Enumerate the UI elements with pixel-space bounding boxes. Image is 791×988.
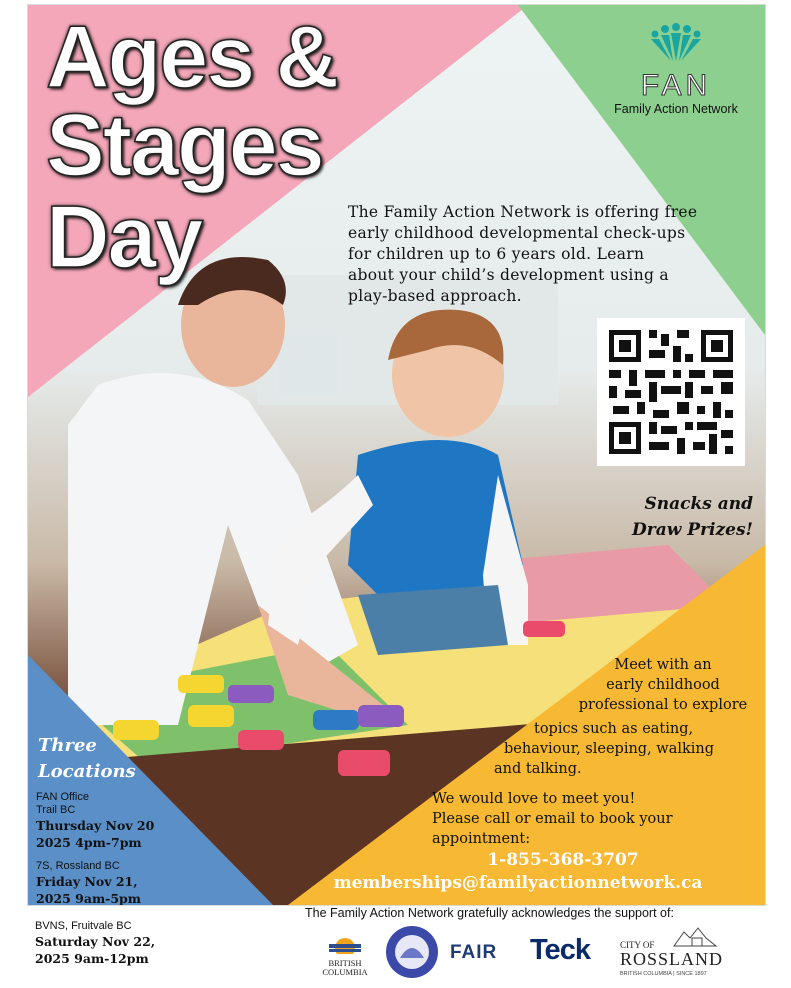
location-3-date: Saturday Nov 22, (35, 934, 156, 949)
intro-line: for children up to 6 years old. Learn (348, 245, 645, 263)
contact-line: appointment: (432, 831, 531, 847)
location-3-time: 2025 9am-12pm (35, 951, 149, 966)
fan-abbr: FAN (640, 69, 712, 102)
bc-line-2: COLUMBIA (322, 967, 368, 977)
intro-text (348, 202, 758, 307)
intro-line: about your child’s development using a (348, 266, 669, 284)
intro-line: The Family Action Network is offering free (348, 203, 698, 221)
location-2-date: Friday Nov 21, (36, 874, 138, 889)
meet-line: early childhood (606, 677, 720, 693)
meet-line: and talking. (494, 761, 582, 777)
fair-logo: FAIR (450, 942, 498, 963)
rossland-line-3: BRITISH COLUMBIA | SINCE 1897 (620, 971, 707, 977)
bc-line-1: BRITISH (328, 958, 362, 968)
location-2-place: 7S, Rossland BC (36, 860, 120, 872)
kfp-name (384, 924, 385, 925)
locations-heading-1: Three (38, 735, 97, 756)
location-1-place: FAN Office (36, 791, 89, 803)
meet-line: behaviour, sleeping, walking (504, 741, 715, 757)
bc-sun-icon (325, 930, 365, 954)
kfp-circle-icon (384, 924, 440, 980)
location-1-time: 2025 4pm-7pm (36, 835, 142, 850)
people-circle-icon (643, 21, 709, 67)
bc-logo (316, 930, 374, 982)
snacks-text (558, 491, 753, 543)
rossland-line-1: CITY OF (620, 940, 655, 950)
contact-line: We would love to meet you! (432, 791, 636, 807)
fan-name: Family Action Network (614, 102, 738, 116)
snacks-line-1: Snacks and (644, 494, 753, 514)
acknowledgement-text: The Family Action Network gratefully acknowledges the support of: (305, 906, 674, 920)
location-1-place-2: Trail BC (36, 804, 76, 816)
title-line-2: Stages (46, 95, 323, 194)
qr-code-icon (597, 318, 745, 466)
kootenay-family-place-logo (384, 924, 440, 980)
phone-number[interactable]: 1-855-368-3707 (487, 850, 639, 870)
locations-heading-2: Locations (38, 761, 136, 782)
meet-line: topics such as eating, (534, 721, 694, 737)
snacks-line-2: Draw Prizes! (632, 520, 753, 540)
rossland-line-2: ROSSLAND (620, 949, 724, 969)
title-line-1: Ages & (46, 7, 338, 106)
intro-line: play-based approach. (348, 287, 522, 305)
rossland-skyline-icon (672, 926, 718, 948)
meet-text-bottom (488, 719, 758, 779)
location-3-place: BVNS, Fruitvale BC (35, 920, 132, 932)
intro-line: early childhood developmental check-ups (348, 224, 686, 242)
title-line-3: Day (46, 187, 202, 286)
meet-text-top (568, 655, 758, 715)
location-1-date: Thursday Nov 20 (36, 818, 155, 833)
meet-line: Meet with an (614, 657, 712, 673)
contact-line: Please call or email to book your (432, 811, 673, 827)
qr-code[interactable] (597, 318, 745, 466)
blue-panel-extension (27, 904, 272, 974)
fan-logo (596, 21, 756, 121)
location-2-time: 2025 9am-5pm (36, 891, 142, 906)
teck-logo: Teck (530, 934, 590, 966)
rossland-logo (620, 926, 730, 984)
meet-line: professional to explore (578, 697, 748, 713)
flyer (27, 4, 766, 906)
email-address[interactable]: memberships@familyactionnetwork.ca (333, 873, 703, 893)
contact-text (432, 789, 752, 849)
